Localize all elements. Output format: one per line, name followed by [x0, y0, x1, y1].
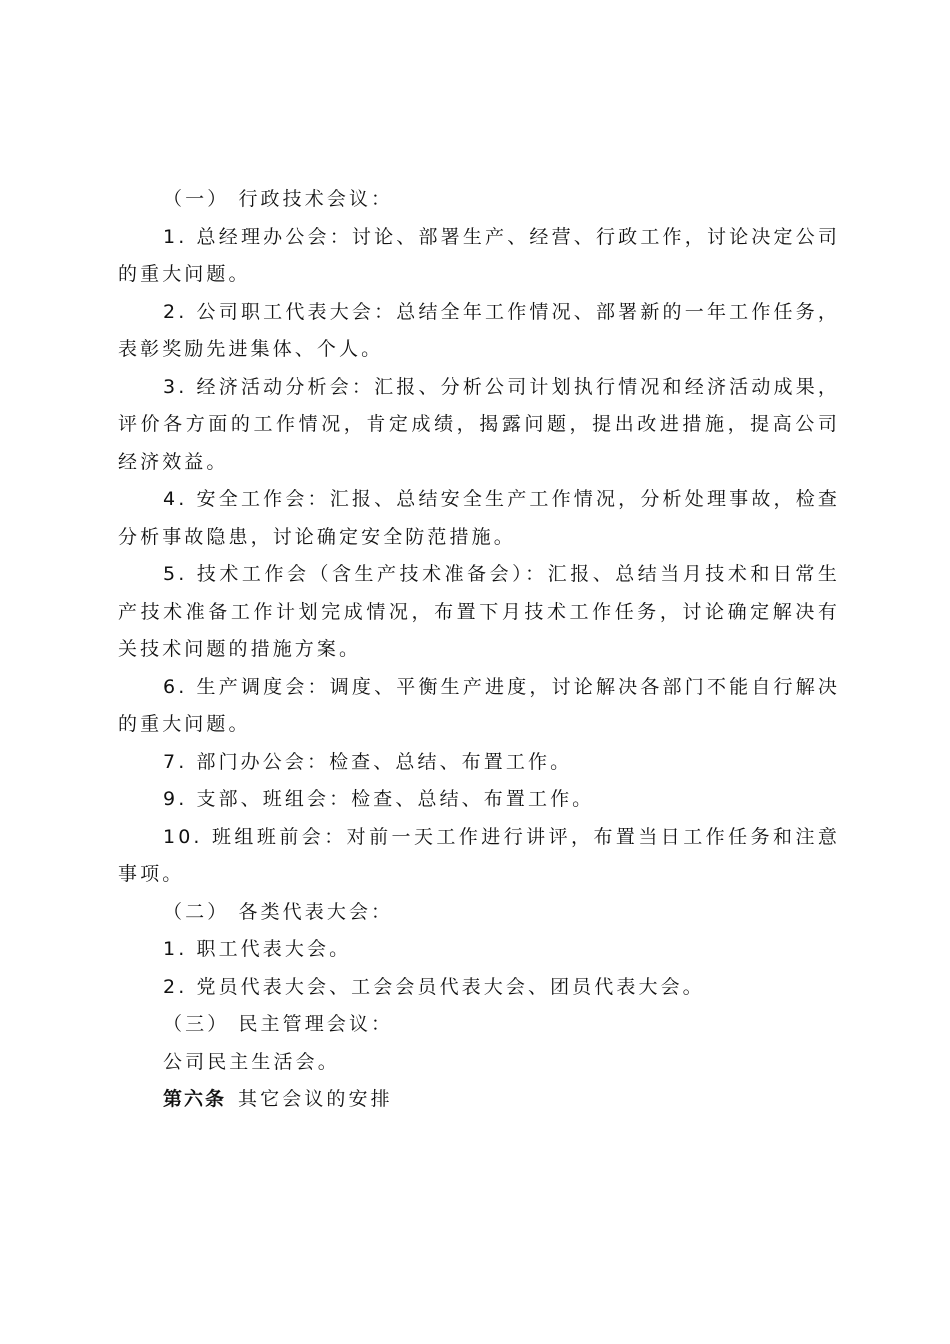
list-item: 2. 公司职工代表大会：总结全年工作情况、部署新的一年工作任务，表彰奖励先进集体、个人。 — [118, 300, 840, 360]
article-label: 第六条 — [163, 1088, 227, 1110]
list-item: 1. 职工代表大会。 — [163, 938, 352, 960]
list-item: 2. 党员代表大会、工会会员代表大会、团员代表大会。 — [163, 975, 705, 998]
list-item: 10. 班组班前会：对前一天工作进行讲评，布置当日工作任务和注意事项。 — [118, 825, 840, 885]
section-heading: （二） 各类代表大会： — [163, 900, 394, 923]
list-item: 5. 技术工作会（含生产技术准备会）：汇报、总结当月技术和日常生产技术准备工作计划完成情况，布置下月技术工作任务，讨论确定解决有关技术问题的措施方案。 — [118, 563, 840, 660]
list-item: 9. 支部、班组会：检查、总结、布置工作。 — [163, 788, 595, 810]
section-heading: （三） 民主管理会议： — [163, 1013, 394, 1035]
list-item: 4. 安全工作会：汇报、总结安全生产工作情况，分析处理事故，检查分析事故隐患，讨论确定安全防范措施。 — [118, 488, 840, 548]
article-heading — [118, 1081, 840, 1119]
document-body — [118, 181, 840, 1119]
section-heading: （一） 行政技术会议： — [163, 188, 394, 210]
list-item: 公司民主生活会。 — [163, 1050, 340, 1073]
list-item: 3. 经济活动分析会：汇报、分析公司计划执行情况和经济活动成果，评价各方面的工作情况，肯定成绩，揭露问题，提出改进措施，提高公司经济效益。 — [118, 375, 840, 473]
list-item: 1. 总经理办公会：讨论、部署生产、经营、行政工作，讨论决定公司的重大问题。 — [118, 225, 840, 285]
article-title: 其它会议的安排 — [238, 1088, 393, 1110]
list-item: 6. 生产调度会：调度、平衡生产进度，讨论解决各部门不能自行解决的重大问题。 — [118, 675, 840, 735]
list-item: 7. 部门办公会：检查、总结、布置工作。 — [163, 750, 573, 773]
